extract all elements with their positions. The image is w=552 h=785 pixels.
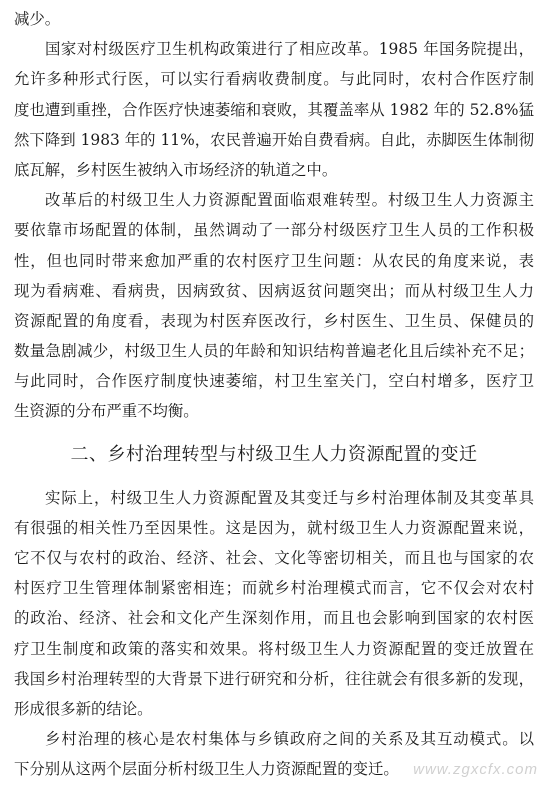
text-line: 村医疗卫生管理体制紧密相连；而就乡村治理模式而言，它不仅会对农村 — [14, 579, 534, 598]
text-line: 下分别从这两个层面分析村级卫生人力资源配置的变迁。 — [14, 760, 399, 779]
text-line: 它不仅与农村的政治、经济、社会、文化等密切相关，而且也与国家的农 — [14, 549, 534, 567]
text-line: 实际上，村级卫生人力资源配置及其变迁与乡村治理体制及其变革具 — [45, 488, 534, 507]
text-line: 与此同时，合作医疗制度快速萎缩，村卫生室关门，空白村增多，医疗卫 — [14, 372, 534, 391]
text-line: 国家对村级医疗卫生机构政策进行了相应改革。1985 年国务院提出， — [45, 40, 534, 59]
text-line: 有很强的相关性乃至因果性。这是因为，就村级卫生人力资源配置来说， — [14, 518, 534, 537]
text-line: 资源配置的角度看，表现为村医弃医改行，乡村医生、卫生员、保健员的 — [14, 311, 534, 330]
paragraph-policy-reform — [14, 34, 534, 185]
text-line: 要依靠市场配置的体制，虽然调动了一部分村级医疗卫生人员的工作积极 — [14, 221, 534, 240]
section-heading: 二、乡村治理转型与村级卫生人力资源配置的变迁 — [70, 443, 478, 465]
text-line: 底瓦解，乡村医生被纳入市场经济的轨道之中。 — [14, 160, 338, 179]
text-line: 允许多种形式行医，可以实行看病收费制度。与此同时，农村合作医疗制 — [14, 70, 534, 89]
paragraph-governance-core — [14, 724, 534, 784]
text-line: 形成很多新的结论。 — [14, 699, 153, 718]
site-watermark: www.zgxcfx.com — [413, 761, 538, 778]
paragraph-opening-fragment — [14, 4, 534, 34]
text-line: 性，但也同时带来愈加严重的农村医疗卫生问题：从农民的角度来说，表 — [14, 251, 534, 270]
paragraph-transition — [14, 185, 534, 427]
text-line: 生资源的分布严重不均衡。 — [14, 402, 199, 421]
text-line: 然下降到 1983 年的 11%，农民普遍开始自费看病。自此，赤脚医生体制彻 — [14, 130, 534, 149]
text-line: 数量急剧减少，村级卫生人员的年龄和知识结构普遍老化且后续补充不足； — [14, 342, 534, 361]
text-line: 度也遭到重挫，合作医疗快速萎缩和衰败，其覆盖率从 1982 年的 52.8%猛 — [14, 100, 534, 119]
paragraph-correlation — [14, 483, 534, 725]
text-line: 疗卫生制度和政策的落实和效果。将村级卫生人力资源配置的变迁放置在 — [14, 639, 534, 658]
text-line: 现为看病难、看病贵，因病致贫、因病返贫问题突出；而从村级卫生人力 — [14, 281, 534, 300]
text-line: 的政治、经济、社会和文化产生深刻作用，而且也会影响到国家的农村医 — [14, 609, 534, 628]
text-line: 减少。 — [14, 10, 61, 28]
text-line: 我国乡村治理转型的大背景下进行研究和分析，往往就会有很多新的发现， — [14, 669, 534, 688]
text-line: 乡村治理的核心是农村集体与乡镇政府之间的关系及其互动模式。以 — [45, 730, 534, 749]
text-line: 改革后的村级卫生人力资源配置面临艰难转型。村级卫生人力资源主 — [45, 191, 534, 210]
